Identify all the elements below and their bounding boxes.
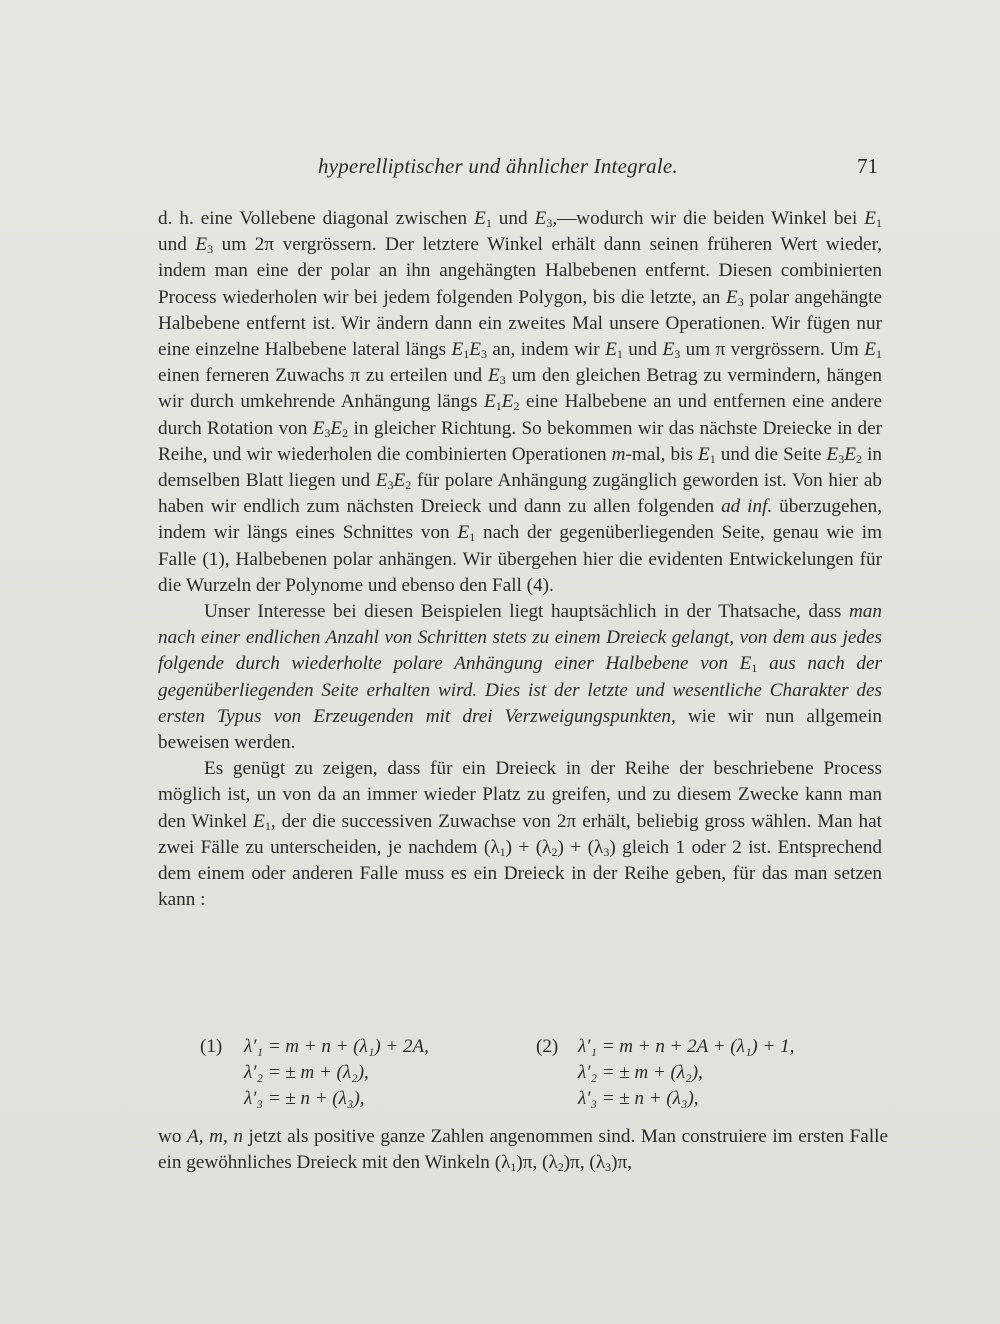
text-run: ,—wodurch wir die beiden Winkel bei [552, 208, 865, 229]
equation-label-1: (1) [200, 1036, 223, 1057]
subscript: 3 [499, 373, 506, 388]
math-var: E [195, 234, 208, 256]
subscript: 2 [551, 844, 558, 859]
body-text [158, 206, 882, 913]
subscript: 3 [480, 347, 487, 362]
math-var: E [826, 443, 839, 465]
subscript: 1 [876, 347, 883, 362]
text-run: wie wir nun allgemein beweisen werden. [158, 705, 883, 754]
subscript: 1 [499, 844, 506, 859]
math-var: E [457, 522, 470, 544]
text-run: um den gleichen Betrag zu vermindern, hängen wir durch umkehrende Anhängung längs [158, 365, 882, 413]
math-var: E [697, 443, 710, 465]
text-run: ) gleich 1 oder 2 ist. Entsprechend dem einem oder anderen Falle muss es ein Dreieck in der Reihe geben, für das man setzen kann : [158, 836, 883, 911]
text-run: und die Seite [715, 443, 827, 465]
subscript: 1 [469, 530, 476, 545]
text-run: )π, (λ [563, 1152, 606, 1174]
text-run: Es genügt zu zeigen, dass für ein Dreieck in der Reihe der beschriebene Process möglich ist, un von da an immer wieder Platz zu greifen, und zu diesem Zwecke kann man den Winkel [158, 758, 882, 832]
paragraph-1 [158, 206, 882, 599]
text-run: d. h. eine Vollebene diagonal zwischen [158, 208, 475, 229]
emphasis-run: aus nach der gegenüberliegenden Seite erhalten wird. Dies ist der letzte und wesentliche Charakter des ersten Typus von Erzeugenden mit drei Verzweigungspunkten, [158, 653, 882, 727]
math-var: E [605, 339, 617, 361]
equation-2-line-3: λ′₃ = ± n + (λ₃), [578, 1088, 699, 1109]
subscript: 1 [485, 216, 492, 230]
math-var: E [474, 208, 486, 229]
math-var: E [393, 470, 406, 492]
math-var: E [864, 339, 877, 361]
text-run: einen ferneren Zuwachs π zu erteilen und [158, 365, 488, 387]
subscript: 1 [876, 216, 882, 230]
math-var: E [484, 391, 496, 413]
subscript: 3 [207, 242, 214, 257]
text-run: , [198, 1126, 210, 1147]
text-run: ) + (λ [505, 836, 552, 858]
text-run: )π, (λ [516, 1152, 558, 1174]
text-run: um 2π vergrössern. Der letztere Winkel erhält dann seinen früheren Wert wieder, indem man eine der polar an ihn angehängten Halbebenen entfernt. Diesen combinierten Process wiederholen wir bei jedem folgenden Polygon, bis die letzte, an [158, 234, 882, 308]
subscript: 1 [751, 661, 758, 676]
text-run: nach der gegenüberliegenden Seite, genau wie im Falle (1), Halbebenen polar anhängen. Wir übergehen hier die evidenten Entwickelungen für die Wurzeln der Polynome und ebenso den Fall (4). [158, 522, 882, 596]
emphasis-run: man nach einer endlichen Anzahl von Schritten stets zu einem Dreieck gelangt, von dem aus jedes folgende durch wiederholte polare Anhängung einer Halbebene von [158, 601, 882, 675]
subscript: 2 [342, 425, 349, 440]
equation-block [200, 1034, 860, 1110]
running-head: hyperelliptischer und ähnlicher Integrale. [318, 154, 678, 178]
subscript: 3 [674, 347, 681, 362]
text-run: polar angehängte Halbebene entfernt ist. Wir ändern dann ein zweites Mal unsere Operationen. Wir fügen nur eine einzelne Halbebene lateral längs [158, 286, 882, 361]
equation-2-line-2: λ′₂ = ± m + (λ₂), [578, 1062, 703, 1083]
text-run: )π, [611, 1152, 633, 1174]
subscript: 3 [737, 294, 744, 309]
text-run: Unser Interesse bei diesen Beispielen liegt hauptsächlich in der Thatsache, dass [204, 601, 849, 623]
subscript: 2 [513, 399, 520, 414]
math-var: E [253, 810, 265, 832]
math-var: E [662, 339, 675, 361]
equation-label-2: (2) [536, 1036, 559, 1057]
paragraph-4 [158, 1124, 888, 1176]
subscript: 1 [616, 347, 623, 362]
subscript: 3 [605, 1160, 612, 1175]
subscript: 2 [557, 1160, 564, 1175]
math-var: E [451, 339, 464, 361]
math-var: E [864, 208, 876, 229]
text-run: für polare Anhängung zugänglich geworden ist. Von hier ab haben wir endlich zum nächsten Dreieck und dann zu allen folgenden [158, 470, 882, 518]
text-run: in gleicher Richtung. So bekommen wir das nächste Dreiecke in der Reihe, und wir wiederholen die combinierten Operationen [158, 417, 883, 465]
text-run: in demselben Blatt liegen und [158, 443, 882, 492]
text-run: ) + (λ [557, 836, 604, 858]
text-run: und [491, 208, 535, 229]
subscript: 1 [495, 399, 502, 414]
text-run: , [223, 1126, 234, 1147]
subscript: 3 [603, 844, 610, 859]
math-var: E [312, 417, 325, 439]
text-run: , der die successiven Zuwachse von 2π erhält, beliebig gross wählen. Man hat zwei Fälle zu unterscheiden, je nachdem (λ [158, 810, 882, 858]
text-run: an, indem wir [486, 339, 606, 361]
math-var: E [501, 391, 514, 413]
text-run: wo [158, 1126, 188, 1147]
paragraph-3 [158, 756, 882, 913]
math-var: E [375, 470, 388, 492]
latin-phrase: ad inf. [721, 496, 773, 518]
equation-1-line-1: λ′₁ = m + n + (λ₁) + 2A, [244, 1036, 429, 1057]
equation-2-line-1: λ′₁ = m + n + 2A + (λ₁) + 1, [578, 1036, 795, 1057]
text-run: -mal, bis [625, 443, 698, 465]
subscript: 1 [264, 818, 271, 833]
text-run: eine Halbebene an und entfernen eine andere durch Rotation von [158, 391, 882, 439]
text-run: und [622, 339, 663, 361]
page-header [158, 154, 882, 184]
math-var: E [330, 417, 343, 439]
subscript: 2 [405, 478, 412, 493]
paragraph-2 [158, 599, 882, 756]
tail-text [158, 1124, 888, 1176]
math-var: E [487, 365, 500, 387]
math-var: E [534, 208, 547, 229]
math-var: E [469, 339, 481, 361]
math-var: A [187, 1126, 199, 1147]
subscript: 1 [709, 451, 716, 466]
subscript: 2 [856, 451, 863, 466]
subscript: 1 [463, 347, 470, 362]
math-var: m [611, 443, 626, 465]
math-var: m [209, 1126, 223, 1147]
text-run: und [158, 234, 196, 256]
math-var: E [844, 443, 857, 465]
page-number: 71 [857, 154, 878, 178]
subscript: 3 [387, 478, 394, 493]
subscript: 1 [510, 1160, 517, 1175]
equation-1-line-2: λ′₂ = ± m + (λ₂), [244, 1062, 369, 1083]
math-var: E [726, 286, 738, 308]
text-run: überzugehen, indem wir längs eines Schnittes von [158, 496, 882, 544]
math-var: n [233, 1126, 243, 1147]
text-run: um π vergrössern. Um [680, 339, 865, 361]
subscript: 3 [546, 216, 553, 230]
equation-1-line-3: λ′₃ = ± n + (λ₃), [244, 1088, 365, 1109]
math-var: E [739, 653, 752, 675]
text-run: jetzt als positive ganze Zahlen angenommen sind. Man construiere im ersten Falle ein gewöhnliches Dreieck mit den Winkeln (λ [158, 1126, 888, 1174]
subscript: 3 [838, 451, 845, 466]
subscript: 3 [324, 425, 331, 440]
